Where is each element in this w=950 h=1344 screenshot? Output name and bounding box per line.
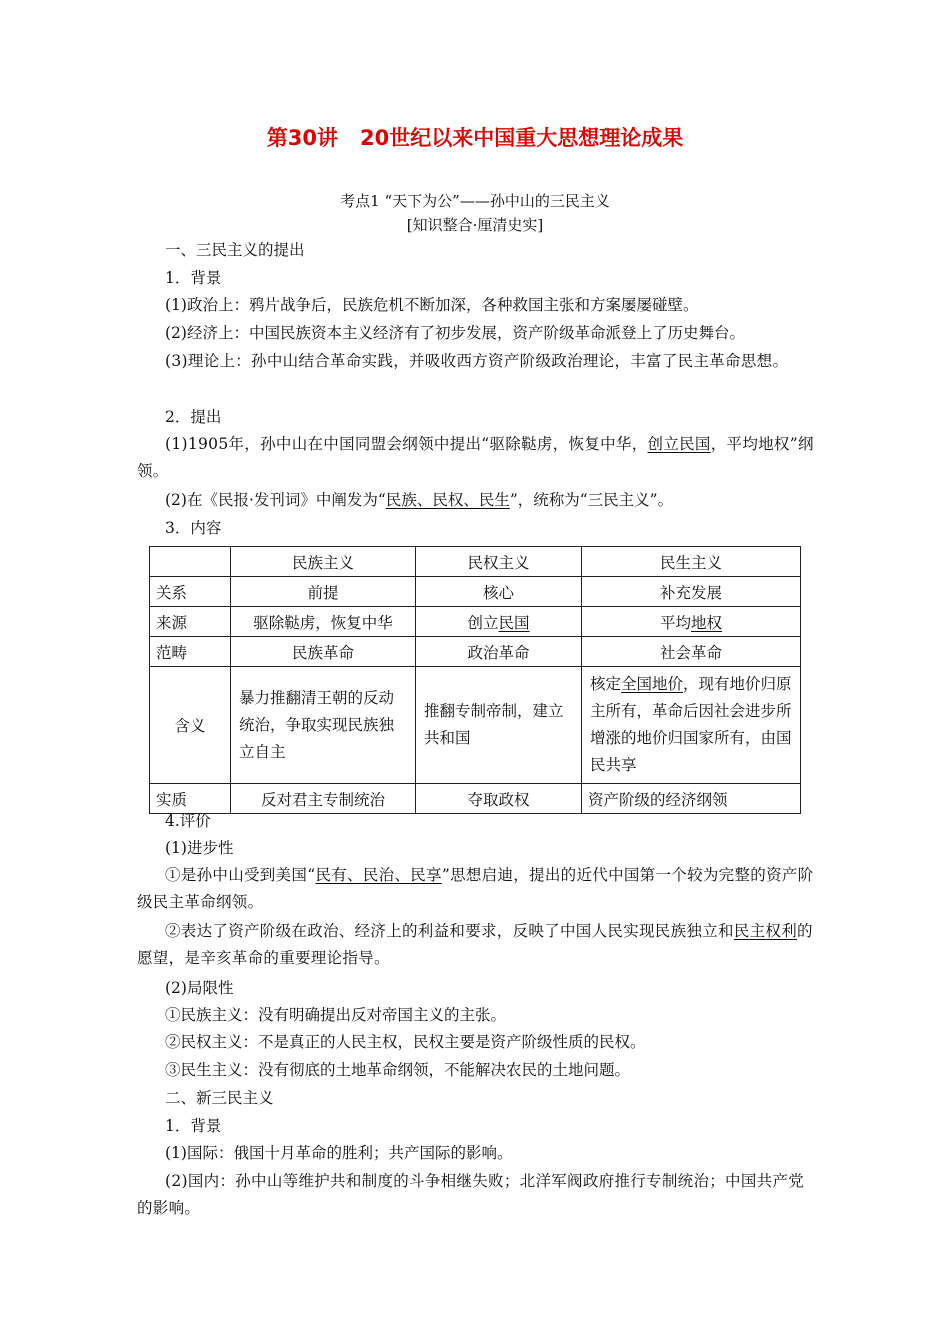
table-cell: 民族革命	[231, 637, 416, 667]
paragraph: (2)国内：孙中山等维护共和制度的斗争相继失败；北洋军阀政府推行专制统治；中国共产党的影响。	[137, 1172, 805, 1217]
table-header: 民生主义	[582, 547, 801, 577]
table-row	[150, 637, 801, 667]
table-cell: 核定全国地价，现有地价归原主所有，革命后因社会进步所增涨的地价归国家所有，由国民共享	[582, 667, 801, 784]
table-cell: 补充发展	[582, 577, 801, 607]
title-lecture-number: 第30讲	[266, 126, 338, 150]
table-cell: 政治革命	[416, 637, 582, 667]
table-cell: 夺取政权	[416, 784, 582, 814]
paragraph: ②民权主义：不是真正的人民主权，民权主要是资产阶级性质的民权。	[165, 1033, 646, 1051]
section-heading: 考点1 “天下为公”——孙中山的三民主义	[340, 192, 610, 210]
page-title	[0, 122, 950, 152]
paragraph: (2)在《民报·发刊词》中阐发为“民族、民权、民生”，统称为“三民主义”。	[165, 491, 674, 509]
paragraph: (1)政治上：鸦片战争后，民族危机不断加深，各种救国主张和方案屡屡碰壁。	[165, 296, 699, 314]
underlined-term: 民族、民权、民生	[385, 491, 510, 509]
underlined-term: 创立民国	[647, 435, 711, 453]
table-cell: 前提	[231, 577, 416, 607]
subheading-content: 3．内容	[165, 519, 222, 537]
table-cell: 反对君主专制统治	[231, 784, 416, 814]
paragraph: ②表达了资产阶级在政治、经济上的利益和要求，反映了中国人民实现民族独立和民主权利的愿望，是辛亥革命的重要理论指导。	[137, 922, 813, 967]
row-label: 关系	[150, 577, 231, 607]
underlined-term: 民主权利	[733, 922, 798, 940]
subheading-proposal: 2．提出	[165, 408, 222, 426]
paragraph: (1)1905年，孙中山在中国同盟会纲领中提出“驱除鞑虏，恢复中华，创立民国，平均地权”纲领。	[137, 435, 814, 480]
table-header: 民权主义	[416, 547, 582, 577]
title-topic: 20世纪以来中国重大思想理论成果	[360, 126, 684, 150]
table-row	[150, 784, 801, 814]
subheading-limitations: (2)局限性	[165, 979, 234, 997]
row-label: 含义	[150, 667, 231, 784]
heading-2: 二、新三民主义	[165, 1089, 274, 1107]
section-subheading: [知识整合·厘清史实]	[406, 216, 544, 234]
table-header-row	[150, 547, 801, 577]
paragraph: ③民生主义：没有彻底的土地革命纲领，不能解决农民的土地问题。	[165, 1061, 631, 1079]
subheading-evaluation: 4.评价	[165, 812, 211, 830]
table-cell: 驱除鞑虏，恢复中华	[231, 607, 416, 637]
subheading-background: 1．背景	[165, 269, 222, 287]
table-cell: 创立民国	[416, 607, 582, 637]
row-label: 来源	[150, 607, 231, 637]
table-cell: 资产阶级的经济纲领	[582, 784, 801, 814]
paragraph: (1)国际：俄国十月革命的胜利；共产国际的影响。	[165, 1144, 513, 1162]
table-cell: 平均地权	[582, 607, 801, 637]
table-row	[150, 607, 801, 637]
underlined-term: 地权	[691, 613, 723, 632]
underlined-term: 民有、民治、民享	[315, 866, 442, 884]
table-cell: 推翻专制帝制，建立共和国	[416, 667, 582, 784]
table-row	[150, 577, 801, 607]
underlined-term: 全国地价	[621, 675, 684, 693]
heading-1: 一、三民主义的提出	[165, 241, 305, 259]
paragraph: (2)经济上：中国民族资本主义经济有了初步发展，资产阶级革命派登上了历史舞台。	[165, 324, 745, 342]
table-header: 民族主义	[231, 547, 416, 577]
paragraph: ①民族主义：没有明确提出反对帝国主义的主张。	[165, 1006, 507, 1024]
table-cell: 暴力推翻清王朝的反动统治，争取实现民族独立自主	[231, 667, 416, 784]
underlined-term: 民国	[498, 613, 530, 632]
table-cell: 核心	[416, 577, 582, 607]
content-table	[149, 546, 801, 814]
table-row	[150, 667, 801, 784]
table-cell: 社会革命	[582, 637, 801, 667]
paragraph: (3)理论上：孙中山结合革命实践，并吸收西方资产阶级政治理论，丰富了民主革命思想。	[165, 352, 789, 370]
row-label: 范畴	[150, 637, 231, 667]
subheading-background: 1．背景	[165, 1117, 222, 1135]
subheading-progressive: (1)进步性	[165, 839, 234, 857]
table-cell	[150, 547, 231, 577]
paragraph: ①是孙中山受到美国“民有、民治、民享”思想启迪，提出的近代中国第一个较为完整的资产阶级民主革命纲领。	[137, 866, 814, 911]
row-label: 实质	[150, 784, 231, 814]
